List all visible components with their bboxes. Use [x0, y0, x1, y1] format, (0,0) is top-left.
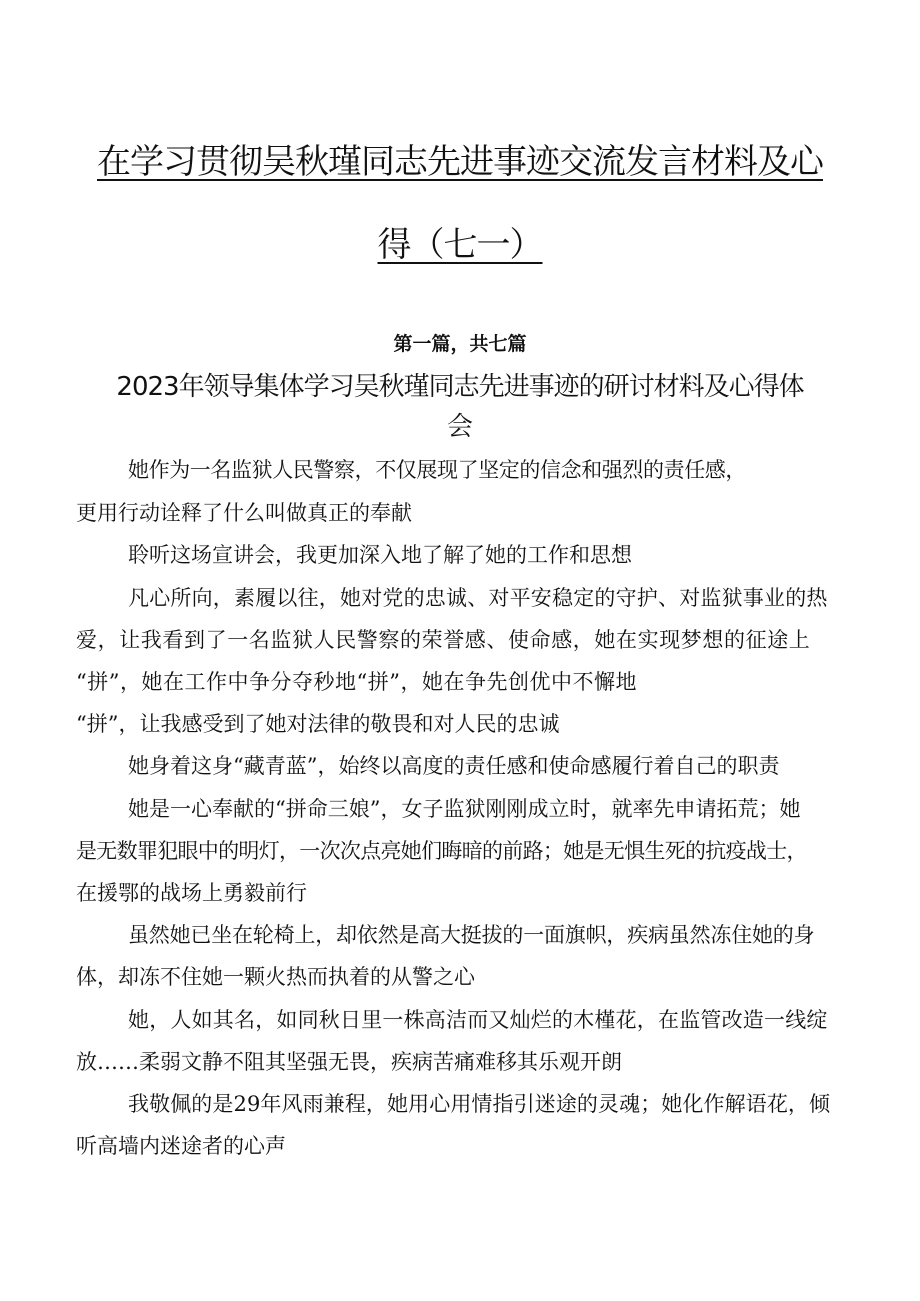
body-line: 她，人如其名，如同秋日里一株高洁而又灿烂的木槿花，在监管改造一线绽	[128, 1008, 828, 1032]
subtitle-line-2: 会	[446, 412, 473, 442]
body-line: 更用行动诠释了什么叫做真正的奉献	[76, 501, 412, 525]
body-line: 爱，让我看到了一名监狱人民警察的荣誉感、使命感，她在实现梦想的征途上	[76, 628, 811, 652]
body-line: 她作为一名监狱人民警察，不仅展现了坚定的信念和强烈的责任感，	[128, 458, 746, 482]
body-line: 我敬佩的是29年风雨兼程，她用心用情指引迷途的灵魂；她化作解语花，倾	[128, 1092, 831, 1116]
body-line: 听高墙内迷途者的心声	[76, 1134, 286, 1158]
body-line: 聆听这场宣讲会，我更加深入地了解了她的工作和思想	[128, 543, 632, 567]
body-line: 在援鄂的战场上勇毅前行	[76, 881, 307, 905]
body-line: “拼”，让我感受到了她对法律的敬畏和对人民的忠诚	[76, 712, 560, 736]
body-line: 她是一心奉献的“拼命三娘”，女子监狱刚刚成立时，就率先申请拓荒；她	[128, 797, 801, 821]
body-line: “拼”，她在工作中争分夺秒地“拼”，她在争先创优中不懈地	[76, 670, 637, 694]
body-line: 是无数罪犯眼中的明灯，一次次点亮她们晦暗的前路；她是无惧生死的抗疫战士，	[76, 839, 807, 863]
part-label: 第一篇，共七篇	[393, 333, 527, 355]
body-line: 体，却冻不住她一颗火热而执着的从警之心	[76, 965, 475, 989]
document-title-line-2: 得（七一）	[377, 225, 543, 265]
body-line: 虽然她已坐在轮椅上，却依然是高大挺拔的一面旗帜，疾病虽然冻住她的身	[128, 923, 815, 947]
subtitle-line-1: 2023年领导集体学习吴秋瑾同志先进事迹的研讨材料及心得体	[116, 372, 804, 402]
document-title-line-1: 在学习贯彻吴秋瑾同志先进事迹交流发言材料及心	[97, 142, 823, 182]
body-line: 她身着这身“藏青蓝”，始终以高度的责任感和使命感履行着自己的职责	[128, 754, 780, 778]
body-line: 凡心所向，素履以往，她对党的忠诚、对平安稳定的守护、对监狱事业的热	[128, 586, 828, 610]
body-line: 放……柔弱文静不阻其坚强无畏，疾病苦痛难移其乐观开朗	[76, 1050, 622, 1074]
